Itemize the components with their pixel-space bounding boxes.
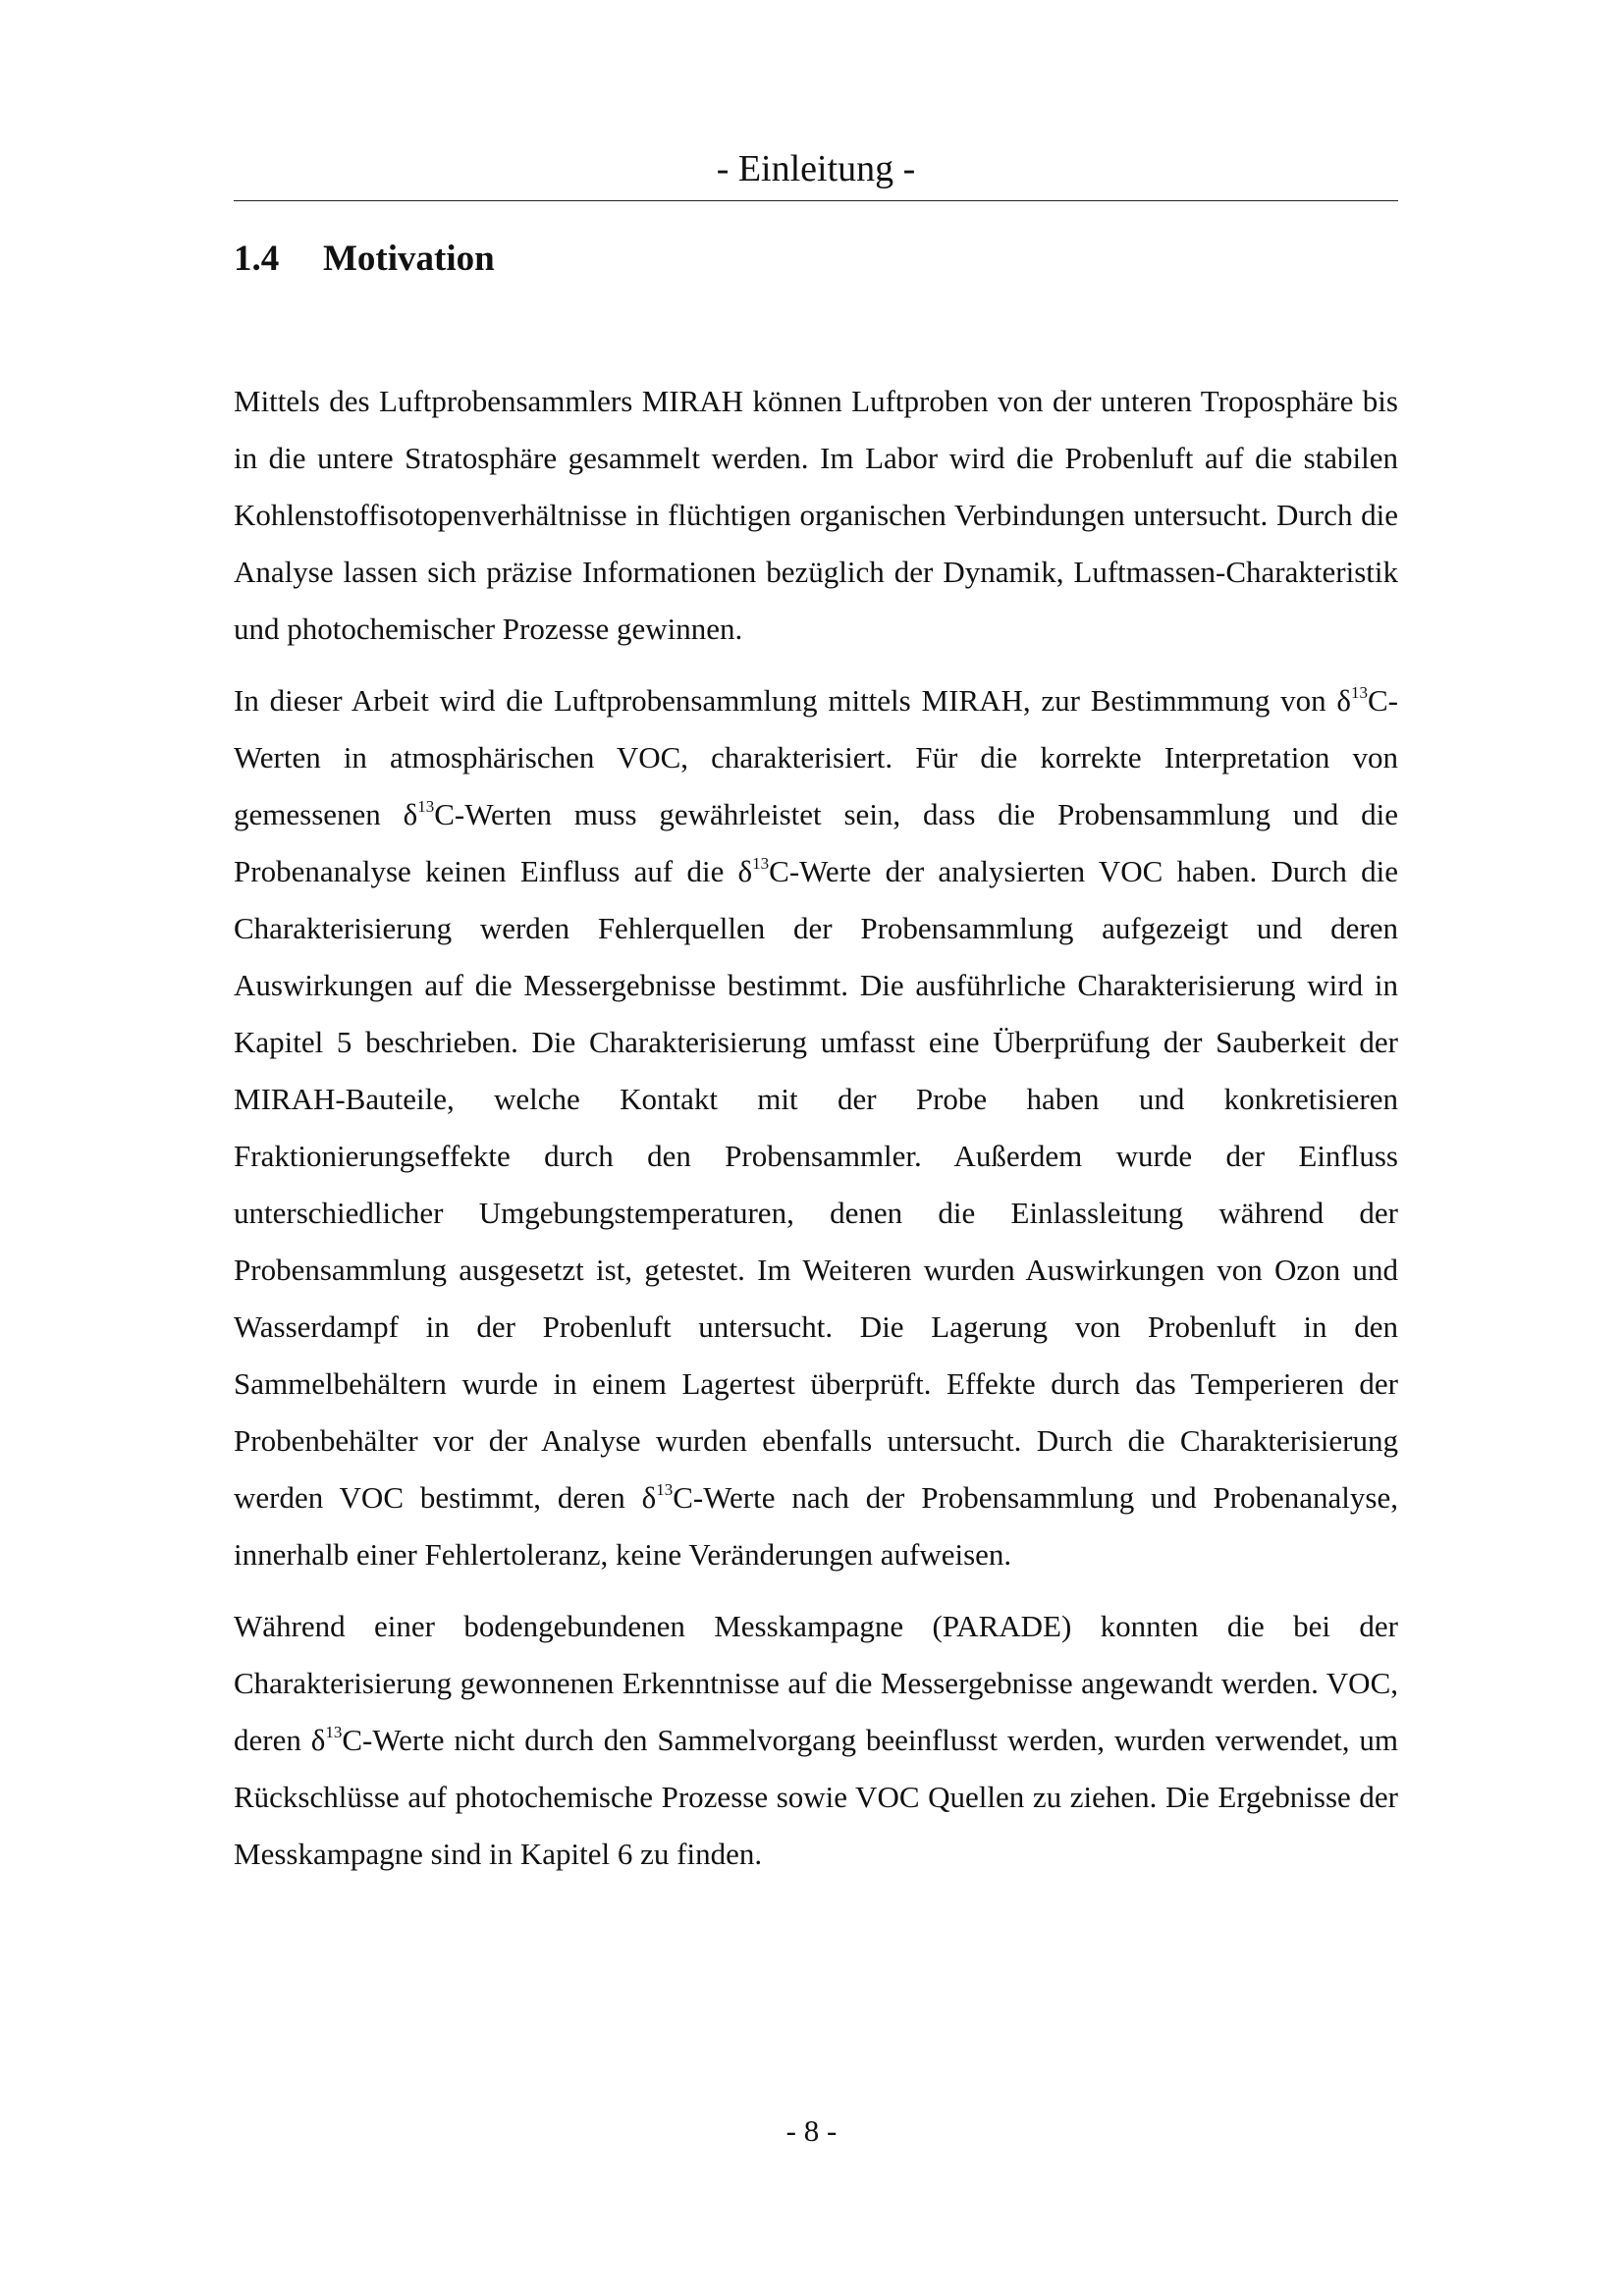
paragraph-2	[234, 672, 1398, 1583]
paragraph-2-text-1: In dieser Arbeit wird die Luftprobensammlung mittels MIRAH, zur Bestimmmung von δ	[234, 683, 1351, 718]
paragraph-2-text-4: C-Werte der analysierten VOC haben. Durch die Charakterisierung werden Fehlerquellen der Probensammlung aufgezeigt und deren Auswirkungen auf die Messergebnisse bestimmt. Die ausführliche Charakterisierung wird in Kapitel 5 beschrieben. Die Charakterisierung umfasst eine Überprüfung der Sauberkeit der MIRAH-Bauteile, welche Kontakt mit der Probe haben und konkretisieren Fraktionierungseffekte durch den Probensammler. Außerdem wurde der Einfluss unterschiedlicher Umgebungstemperaturen, denen die Einlassleitung während der Probensammlung ausgesetzt ist, getestet. Im Weiteren wurden Auswirkungen von Ozon und Wasserdampf in der Probenluft untersucht. Die Lagerung von Probenluft in den Sammelbehältern wurde in einem Lagertest überprüft. Effekte durch das Temperieren der Probenbehälter vor der Analyse wurden ebenfalls untersucht. Durch die Charakterisierung werden VOC bestimmt, deren δ	[234, 854, 1399, 1515]
running-header	[234, 149, 1398, 201]
paragraph-3-text-1: Während einer bodengebundenen Messkampagne (PARADE) konnten die bei der Charakterisierung gewonnenen Erkenntnisse auf die Messergebnisse angewandt werden. VOC, deren δ	[234, 1609, 1398, 1757]
section-heading	[234, 238, 495, 281]
section-title: Motivation	[323, 239, 495, 279]
paragraph-1: Mittels des Luftprobensammlers MIRAH können Luftproben von der unteren Troposphäre bis in die untere Stratosphäre gesammelt werden. Im Labor wird die Probenluft auf die stabilen Kohlenstoffisotopenverhältnisse in flüchtigen organischen Verbindungen untersucht. Durch die Analyse lassen sich präzise Informationen bezüglich der Dynamik, Luftmassen-Charakteristik und photochemischer Prozesse gewinnen.	[234, 384, 1398, 646]
isotope-superscript: 13	[656, 1480, 674, 1499]
paragraph-2-text-5: C-Werte nach der Probensammlung und Probenanalyse, innerhalb einer Fehlertoleranz, keine Veränderungen aufweisen.	[234, 1480, 1398, 1572]
page-number: - 8 -	[785, 2113, 838, 2148]
running-header-title: - Einleitung -	[716, 148, 916, 189]
paragraph-2-text-3: C-Werten muss gewährleistet sein, dass die Probensammlung und die Probenanalyse keinen Einfluss auf die δ	[234, 797, 1398, 888]
paragraph-3	[234, 1598, 1398, 1883]
isotope-superscript: 13	[325, 1723, 343, 1741]
section-number: 1.4	[234, 239, 280, 279]
isotope-superscript: 13	[752, 854, 770, 873]
body-text	[234, 373, 1398, 1897]
paragraph-3-text-2: C-Werte nicht durch den Sammelvorgang beeinflusst werden, wurden verwendet, um Rückschlüsse auf photochemische Prozesse sowie VOC Quellen zu ziehen. Die Ergebnisse der Messkampagne sind in Kapitel 6 zu finden.	[234, 1723, 1399, 1871]
paragraph-2-text-2: C-Werten in atmosphärischen VOC, charakterisiert. Für die korrekte Interpretation von gemessenen δ	[234, 683, 1398, 831]
isotope-superscript: 13	[1351, 683, 1368, 702]
isotope-superscript: 13	[417, 797, 435, 816]
